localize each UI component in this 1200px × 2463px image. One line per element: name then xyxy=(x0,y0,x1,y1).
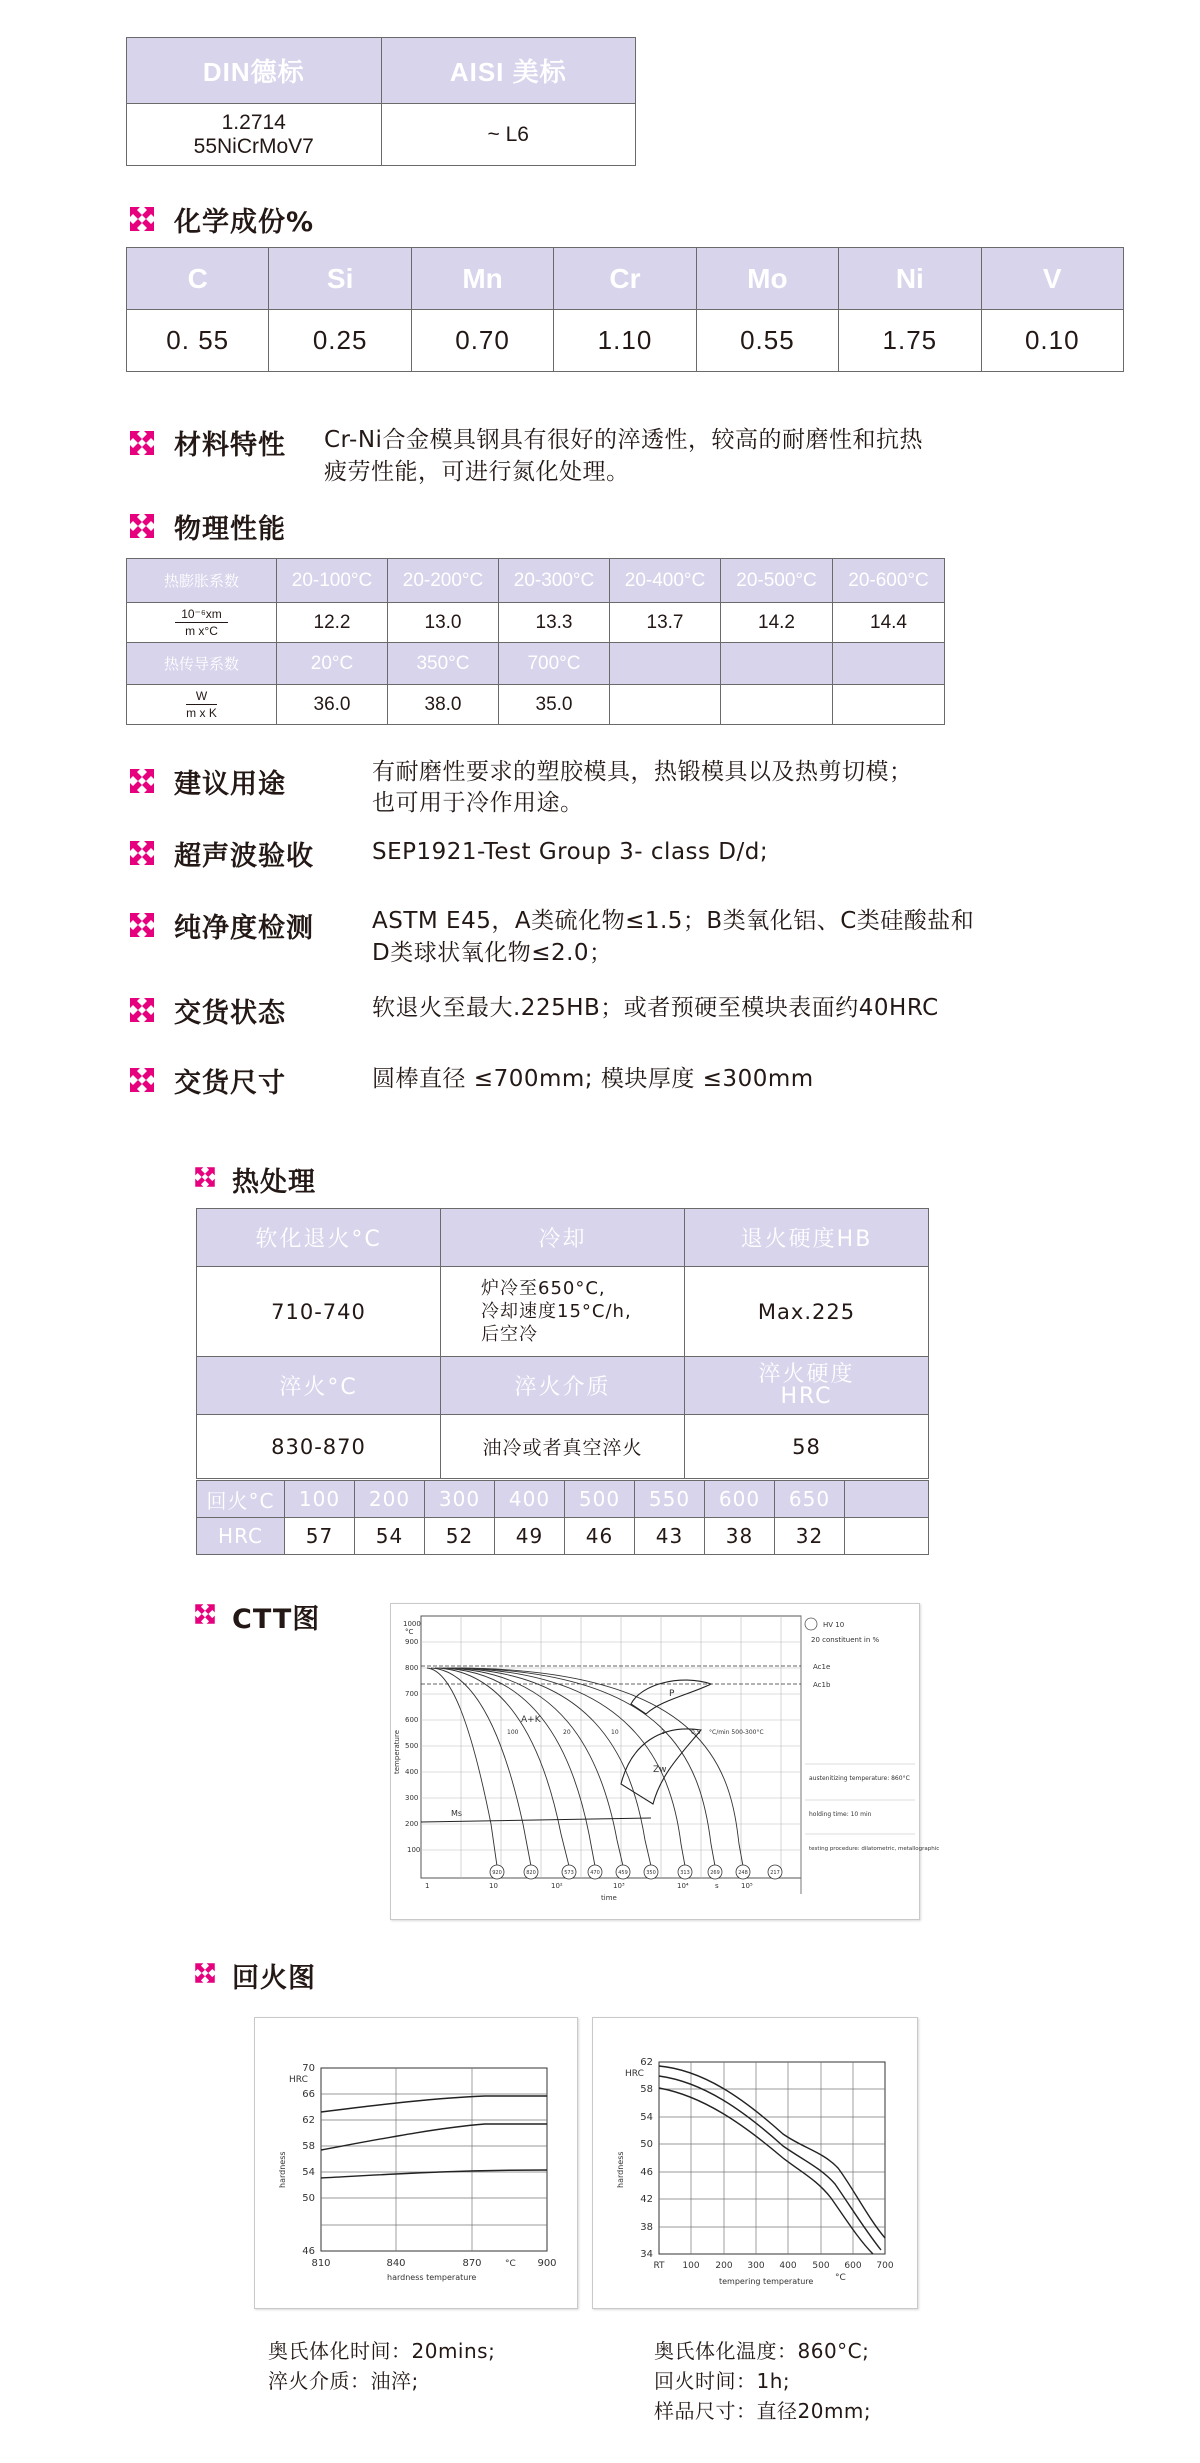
hard1-y-tick: 66 xyxy=(302,2089,315,2100)
ctt-y-ticks xyxy=(403,1620,421,1854)
purity-text-1: ASTM E45，A类硫化物≤1.5；B类氧化铝、C类硅酸盐和 xyxy=(372,908,975,934)
ctt-cross-icon xyxy=(192,1601,218,1627)
ctt-sidebar xyxy=(805,1618,939,1852)
quench-hardness-value: 58 xyxy=(685,1415,929,1479)
ctt-y-title: temperature xyxy=(393,1730,401,1774)
physical-title: 物理性能 xyxy=(174,514,286,545)
chem-value-cr: 1.10 xyxy=(554,310,696,372)
expansion-unit xyxy=(127,603,277,643)
hard1-x-tick: 840 xyxy=(386,2258,406,2269)
quench-hardness-line-2: HRC xyxy=(780,1383,833,1409)
aisi-value: ~ L6 xyxy=(381,104,636,166)
quench-hardness-line-1: 淬火硬度 xyxy=(758,1361,855,1387)
ctt-hardness-value: 350 xyxy=(646,1870,656,1876)
temp2-y-tick: 58 xyxy=(640,2084,653,2095)
heat-title: 热处理 xyxy=(232,1167,316,1198)
temper-temp-blank xyxy=(845,1481,929,1518)
usage-title: 建议用途 xyxy=(174,769,286,800)
exp-temp-5: 20-500°C xyxy=(721,559,833,603)
ctt-cooling-curve xyxy=(439,1668,595,1866)
chart1-caption-2: 淬火介质：油淬; xyxy=(268,2369,419,2393)
cooling-line-2: 冷却速度15°C/h, xyxy=(481,1301,632,1322)
temper-label: 回火°C xyxy=(197,1481,285,1518)
ctt-cool-label: 0,5 xyxy=(691,1729,701,1736)
chem-header-mn: Mn xyxy=(411,248,553,310)
ctt-title: CTT图 xyxy=(232,1604,321,1635)
ctt-y-tick: 400 xyxy=(405,1768,419,1776)
chart2-caption-2: 回火时间：1h; xyxy=(654,2369,791,2393)
chem-header-si: Si xyxy=(269,248,411,310)
chem-value-mn: 0.70 xyxy=(411,310,553,372)
ctt-y-tick: 100 xyxy=(407,1846,421,1854)
cond-value-4 xyxy=(610,685,721,725)
exp-temp-1: 20-100°C xyxy=(277,559,388,603)
material-title: 材料特性 xyxy=(174,430,286,461)
hard1-y-ticks xyxy=(302,2063,315,2257)
temp2-x-title: tempering temperature xyxy=(719,2277,814,2286)
chem-value-ni: 1.75 xyxy=(839,310,981,372)
hard1-y-tick: 62 xyxy=(302,2115,315,2126)
heat-cross-icon xyxy=(192,1164,218,1190)
heat-treatment-table xyxy=(196,1208,929,1479)
chem-value-c: 0. 55 xyxy=(127,310,269,372)
ctt-cooling-curve xyxy=(451,1668,685,1866)
hard1-x-title: hardness temperature xyxy=(387,2273,477,2282)
hard1-y-tick: 50 xyxy=(302,2193,315,2204)
hard1-curve-lower xyxy=(321,2170,547,2178)
temp2-x-tick: 200 xyxy=(715,2261,733,2271)
temper-hrc-3: 52 xyxy=(425,1518,495,1555)
anneal-hardness-value: Max.225 xyxy=(685,1267,929,1357)
temp2-y-ticks xyxy=(640,2057,653,2260)
quench-medium-value: 油冷或者真空淬火 xyxy=(441,1415,685,1479)
temp2-x-unit: °C xyxy=(835,2273,846,2283)
ctt-x-ticks xyxy=(425,1882,753,1890)
ctt-y-tick: 1000 xyxy=(403,1620,421,1628)
ctt-ms-line xyxy=(421,1818,651,1822)
temper-chart-title: 回火图 xyxy=(232,1963,316,1994)
ctt-hold-label: holding time: 10 min xyxy=(809,1811,872,1818)
exp-temp-3: 20-300°C xyxy=(499,559,610,603)
temper-hrc-7: 38 xyxy=(705,1518,775,1555)
ctt-hardness-value: 269 xyxy=(710,1870,720,1876)
ctt-y-tick: 700 xyxy=(405,1690,419,1698)
quench-temp-value: 830-870 xyxy=(197,1415,441,1479)
ctt-y-tick: 800 xyxy=(405,1664,419,1672)
ultrasonic-cross-icon xyxy=(126,837,158,869)
temper-hrc-6: 43 xyxy=(635,1518,705,1555)
temp2-x-tick: RT xyxy=(653,2261,665,2271)
hard1-x-tick: 870 xyxy=(462,2258,482,2269)
delivery-state-title: 交货状态 xyxy=(174,998,286,1029)
ctt-ac1e-label: Ac1e xyxy=(813,1663,831,1671)
hardening-chart xyxy=(254,2017,578,2309)
material-text-1: Cr-Ni合金模具钢具有很好的淬透性，较高的耐磨性和抗热 xyxy=(324,427,923,453)
temp2-y-title: hardness xyxy=(616,2151,625,2188)
usage-cross-icon xyxy=(126,765,158,797)
temper-temp-2: 200 xyxy=(355,1481,425,1518)
anneal-hardness-header: 退火硬度HB xyxy=(685,1209,929,1267)
ctt-hv-label: HV 10 xyxy=(823,1621,845,1629)
hard1-x-tick: 900 xyxy=(537,2258,557,2269)
conduct-unit-den: m x K xyxy=(186,706,217,720)
ctt-phase-ak: A+K xyxy=(521,1715,541,1725)
hardening-chart-svg xyxy=(255,2018,577,2308)
standards-table xyxy=(126,37,636,166)
hard1-curves xyxy=(321,2096,547,2178)
conduct-unit xyxy=(127,685,277,725)
ctt-y-tick: 600 xyxy=(405,1716,419,1724)
temper-temp-7: 600 xyxy=(705,1481,775,1518)
hard1-y-tick: 70 xyxy=(302,2063,315,2074)
ctt-x-tick: 10³ xyxy=(613,1882,625,1890)
conduct-label: 热传导系数 xyxy=(127,643,277,685)
ctt-y-tick: 500 xyxy=(405,1742,419,1750)
temper-temp-6: 550 xyxy=(635,1481,705,1518)
temper-hrc-8: 32 xyxy=(775,1518,845,1555)
purity-text-2: D类球状氧化物≤2.0； xyxy=(372,940,613,966)
hrc-label: HRC xyxy=(197,1518,285,1555)
exp-value-5: 14.2 xyxy=(721,603,833,643)
ctt-hardness-value: 820 xyxy=(526,1870,536,1876)
delivery-state-cross-icon xyxy=(126,994,158,1026)
ctt-hardness-value: 920 xyxy=(492,1870,502,1876)
ctt-cooling-curve xyxy=(431,1668,531,1866)
hard1-y-unit: HRC xyxy=(289,2075,308,2085)
ctt-diagram-svg xyxy=(391,1604,940,1919)
ultrasonic-title: 超声波验收 xyxy=(174,841,314,872)
temper-temp-3: 300 xyxy=(425,1481,495,1518)
ctt-aust-label: austenitizing temperature: 860°C xyxy=(809,1775,910,1782)
temper-hrc-4: 49 xyxy=(495,1518,565,1555)
chart1-caption-1: 奥氏体化时间：20mins; xyxy=(268,2339,496,2363)
temp2-y-tick: 62 xyxy=(640,2057,653,2068)
temp2-x-tick: 700 xyxy=(876,2261,894,2271)
chemistry-cross-icon xyxy=(126,203,158,235)
chart2-caption-1: 奥氏体化温度：860°C; xyxy=(654,2339,870,2363)
cond-temp-1: 20°C xyxy=(277,643,388,685)
hard1-x-ticks xyxy=(311,2258,556,2269)
ctt-proc-label: testing procedure: dilatometric, metallographic xyxy=(809,1846,940,1852)
temp2-y-tick: 34 xyxy=(640,2249,653,2260)
temper-hrc-1: 57 xyxy=(285,1518,355,1555)
hard1-y-tick: 46 xyxy=(302,2246,315,2257)
delivery-state-text: 软退火至最大.225HB；或者预硬至模块表面约40HRC xyxy=(372,995,939,1021)
temp2-frame xyxy=(659,2062,885,2254)
cond-temp-5 xyxy=(721,643,833,685)
aisi-header: AISI 美标 xyxy=(381,38,636,104)
chem-value-si: 0.25 xyxy=(269,310,411,372)
ctt-cool-label: 10 xyxy=(611,1729,619,1736)
hard1-x-tick: 810 xyxy=(311,2258,331,2269)
ctt-phase-p: P xyxy=(669,1689,675,1699)
ctt-grid xyxy=(421,1616,801,1878)
ctt-cool-label: 100 xyxy=(507,1729,519,1736)
ctt-cooling-curve xyxy=(447,1668,651,1866)
quench-temp-header: 淬火°C xyxy=(197,1357,441,1415)
ctt-logo-mark xyxy=(805,1618,817,1630)
ctt-y-tick: °C xyxy=(405,1628,414,1636)
temp2-x-ticks xyxy=(653,2261,893,2271)
chart2-caption-3: 样品尺寸：直径20mm; xyxy=(654,2399,872,2423)
din-value xyxy=(127,104,382,166)
ultrasonic-text: SEP1921-Test Group 3- class D/d; xyxy=(372,839,769,865)
ctt-phase-zw: Zw xyxy=(653,1765,667,1775)
cond-value-3: 35.0 xyxy=(499,685,610,725)
ctt-hardness-marks xyxy=(490,1865,782,1879)
exp-value-1: 12.2 xyxy=(277,603,388,643)
temper-hrc-2: 54 xyxy=(355,1518,425,1555)
temp2-y-tick: 46 xyxy=(640,2167,653,2178)
ctt-x-tick: 10⁵ xyxy=(741,1882,753,1890)
physical-table xyxy=(126,558,945,725)
ctt-hardness-value: 573 xyxy=(564,1870,574,1876)
anneal-temp-value: 710-740 xyxy=(197,1267,441,1357)
temp2-y-tick: 54 xyxy=(640,2112,653,2123)
ctt-cool-label: °C/min 500-300°C xyxy=(709,1729,764,1736)
ctt-hardness-value: 459 xyxy=(618,1870,628,1876)
temp2-y-unit: HRC xyxy=(625,2069,644,2079)
ctt-x-tick: 10² xyxy=(551,1882,563,1890)
ctt-x-tick: 1 xyxy=(425,1882,430,1890)
ctt-cooling-curve xyxy=(427,1668,497,1866)
delivery-size-text: 圆棒直径 ≤700mm; 模块厚度 ≤300mm xyxy=(372,1066,814,1092)
cond-temp-6 xyxy=(833,643,945,685)
exp-temp-6: 20-600°C xyxy=(833,559,945,603)
ctt-phase-ms: Ms xyxy=(451,1809,463,1818)
din-header: DIN德标 xyxy=(127,38,382,104)
purity-title: 纯净度检测 xyxy=(174,913,314,944)
temper-temp-1: 100 xyxy=(285,1481,355,1518)
purity-cross-icon xyxy=(126,909,158,941)
temp2-x-tick: 300 xyxy=(747,2261,765,2271)
ctt-y-tick: 900 xyxy=(405,1638,419,1646)
delivery-size-title: 交货尺寸 xyxy=(174,1068,286,1099)
din-number: 1.2714 xyxy=(221,110,286,134)
temper-temp-5: 500 xyxy=(565,1481,635,1518)
exp-temp-2: 20-200°C xyxy=(388,559,499,603)
ctt-cooling-curves xyxy=(427,1668,743,1866)
ctt-y-tick: 200 xyxy=(405,1820,419,1828)
ctt-x-tick: s xyxy=(715,1882,719,1890)
temper-hrc-5: 46 xyxy=(565,1518,635,1555)
temper-temp-4: 400 xyxy=(495,1481,565,1518)
temp2-y-tick: 42 xyxy=(640,2194,653,2205)
din-grade: 55NiCrMoV7 xyxy=(193,134,314,158)
cooling-value xyxy=(441,1267,685,1357)
exp-temp-4: 20-400°C xyxy=(610,559,721,603)
usage-text-1: 有耐磨性要求的塑胶模具，热锻模具以及热剪切模； xyxy=(372,759,913,785)
hard1-x-unit: °C xyxy=(505,2259,516,2269)
hard1-y-tick: 58 xyxy=(302,2141,315,2152)
ctt-x-tick: 10⁴ xyxy=(677,1882,689,1890)
exp-value-6: 14.4 xyxy=(833,603,945,643)
temp2-curves xyxy=(659,2066,885,2254)
usage-text-2: 也可用于冷作用途。 xyxy=(372,790,584,816)
ctt-hardness-value: 313 xyxy=(680,1870,690,1876)
cooling-line-1: 炉冷至650°C, xyxy=(481,1278,606,1299)
ctt-cool-label: 2 xyxy=(661,1729,665,1736)
ctt-cool-label: 20 xyxy=(563,1729,571,1736)
cooling-line-3: 后空冷 xyxy=(481,1324,538,1345)
chem-header-ni: Ni xyxy=(839,248,981,310)
material-cross-icon xyxy=(126,427,158,459)
temper-hrc-blank xyxy=(845,1518,929,1555)
ctt-constituent-label: 20 constituent in % xyxy=(811,1636,880,1644)
ctt-hardness-value: 470 xyxy=(590,1870,600,1876)
ctt-y-tick: 300 xyxy=(405,1794,419,1802)
cooling-header: 冷却 xyxy=(441,1209,685,1267)
temp2-x-tick: 100 xyxy=(682,2261,700,2271)
expansion-unit-den: m x°C xyxy=(185,624,218,638)
quench-medium-header: 淬火介质 xyxy=(441,1357,685,1415)
cond-temp-2: 350°C xyxy=(388,643,499,685)
chem-header-mo: Mo xyxy=(696,248,838,310)
cond-temp-3: 700°C xyxy=(499,643,610,685)
material-text-2: 疲劳性能，可进行氮化处理。 xyxy=(324,459,630,485)
temp2-grid xyxy=(659,2062,885,2254)
ctt-hardness-value: 217 xyxy=(770,1870,780,1876)
exp-value-4: 13.7 xyxy=(610,603,721,643)
temper-temp-8: 650 xyxy=(775,1481,845,1518)
temp2-x-tick: 600 xyxy=(844,2261,862,2271)
temp2-curve-upper xyxy=(659,2066,885,2238)
ctt-cooling-curve xyxy=(443,1668,623,1866)
physical-cross-icon xyxy=(126,510,158,542)
expansion-unit-num: 10⁻⁶xm xyxy=(175,607,228,623)
chemistry-title: 化学成份% xyxy=(174,207,315,238)
ctt-diagram xyxy=(390,1603,940,1920)
quench-hardness-header xyxy=(685,1357,929,1415)
chemistry-table xyxy=(126,247,1124,372)
cond-value-6 xyxy=(833,685,945,725)
hard1-y-tick: 54 xyxy=(302,2167,315,2178)
conduct-unit-num: W xyxy=(186,689,217,705)
ctt-plot-frame xyxy=(421,1616,801,1878)
hard1-curve-upper xyxy=(321,2096,547,2112)
ctt-hardness-value: 248 xyxy=(738,1870,748,1876)
hard1-y-title: hardness xyxy=(278,2151,287,2188)
chem-header-cr: Cr xyxy=(554,248,696,310)
temp2-y-tick: 38 xyxy=(640,2222,653,2233)
temp2-x-tick: 400 xyxy=(779,2261,797,2271)
temp2-y-tick: 50 xyxy=(640,2139,653,2150)
temp2-x-tick: 500 xyxy=(812,2261,830,2271)
tempering-chart xyxy=(592,2017,918,2309)
delivery-size-cross-icon xyxy=(126,1064,158,1096)
chem-header-c: C xyxy=(127,248,269,310)
cond-value-5 xyxy=(721,685,833,725)
exp-value-3: 13.3 xyxy=(499,603,610,643)
ctt-ac1b-label: Ac1b xyxy=(813,1681,831,1689)
cond-value-1: 36.0 xyxy=(277,685,388,725)
cond-value-2: 38.0 xyxy=(388,685,499,725)
ctt-x-title: time xyxy=(601,1894,617,1902)
exp-value-2: 13.0 xyxy=(388,603,499,643)
tempering-chart-svg xyxy=(593,2018,917,2308)
tempering-table xyxy=(196,1480,929,1555)
cond-temp-4 xyxy=(610,643,721,685)
chem-header-v: V xyxy=(981,248,1123,310)
chem-value-mo: 0.55 xyxy=(696,310,838,372)
temper-chart-cross-icon xyxy=(192,1960,218,1986)
expansion-label: 热膨胀系数 xyxy=(127,559,277,603)
ctt-x-tick: 10 xyxy=(489,1882,498,1890)
chem-value-v: 0.10 xyxy=(981,310,1123,372)
anneal-temp-header: 软化退火°C xyxy=(197,1209,441,1267)
temp2-curve-middle xyxy=(659,2076,881,2250)
